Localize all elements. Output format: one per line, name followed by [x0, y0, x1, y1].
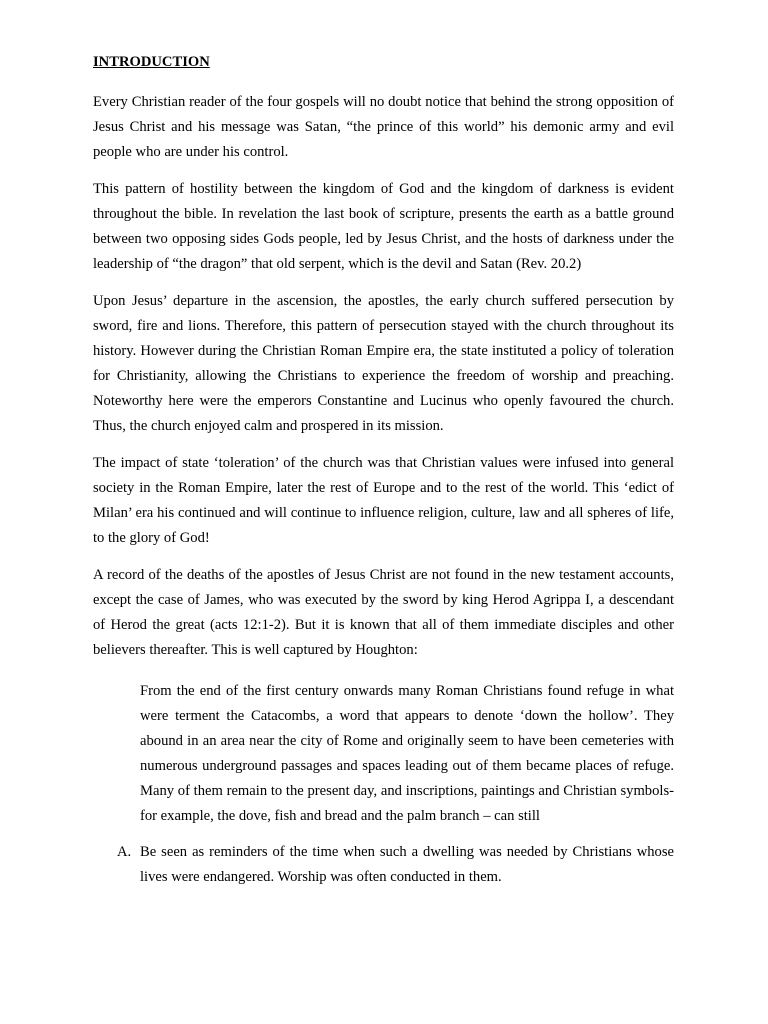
- paragraph-2: This pattern of hostility between the kingdom of God and the kingdom of darkness is evident throughout the bible. In revelation the last book of scripture, presents the earth as a battle ground between two opposing sides Gods people, led by Jesus Christ, and the hosts of darkness under the leadership of “the dragon” that old serpent, which is the devil and Satan (Rev. 20.2): [93, 180, 674, 273]
- list-item: [117, 840, 674, 890]
- list-marker: A.: [117, 843, 132, 860]
- paragraph-1: Every Christian reader of the four gospels will no doubt notice that behind the strong opposition of Jesus Christ and his message was Satan, “the prince of this world” his demonic army and evil people who are under his control.: [93, 94, 674, 161]
- paragraph-5: A record of the deaths of the apostles of Jesus Christ are not found in the new testament accounts, except the case of James, who was executed by the sword by king Herod Agrippa I, a descendant of Herod the great (acts 12:1-2). But it is known that all of them immediate disciples and other believers thereafter. This is well captured by Houghton:: [93, 566, 674, 658]
- document-page: [93, 52, 674, 890]
- paragraph-3: Upon Jesus’ departure in the ascension, the apostles, the early church suffered persecution by sword, fire and lions. Therefore, this pattern of persecution stayed with the church throughout its history. However during the Christian Roman Empire era, the state instituted a policy of toleration for Christianity, allowing the Christians to experience the freedom of worship and preaching. Noteworthy here were the emperors Constantine and Lucinus who openly favoured the church. Thus, the church enjoyed calm and prospered in its mission.: [93, 292, 674, 435]
- lettered-list: [93, 840, 674, 890]
- paragraph-4: The impact of state ‘toleration’ of the church was that Christian values were infused into general society in the Roman Empire, later the rest of Europe and to the rest of the world. This ‘edict of Milan’ era his continued and will continue to influence religion, culture, law and all spheres of life, to the glory of God!: [93, 454, 674, 546]
- list-item-text: Be seen as reminders of the time when such a dwelling was needed by Christians whose lives were endangered. Worship was often conducted in them.: [140, 843, 674, 885]
- section-heading: INTRODUCTION: [93, 54, 210, 70]
- block-quote: From the end of the first century onwards many Roman Christians found refuge in what were terment the Catacombs, a word that appears to denote ‘down the hollow’. They abound in an area near the city of Rome and originally seem to have been cemeteries with numerous underground passages and spaces leading out of them became places of refuge. Many of them remain to the present day, and inscriptions, paintings and Christian symbols- for example, the dove, fish and bread and the palm branch – can still: [140, 682, 674, 825]
